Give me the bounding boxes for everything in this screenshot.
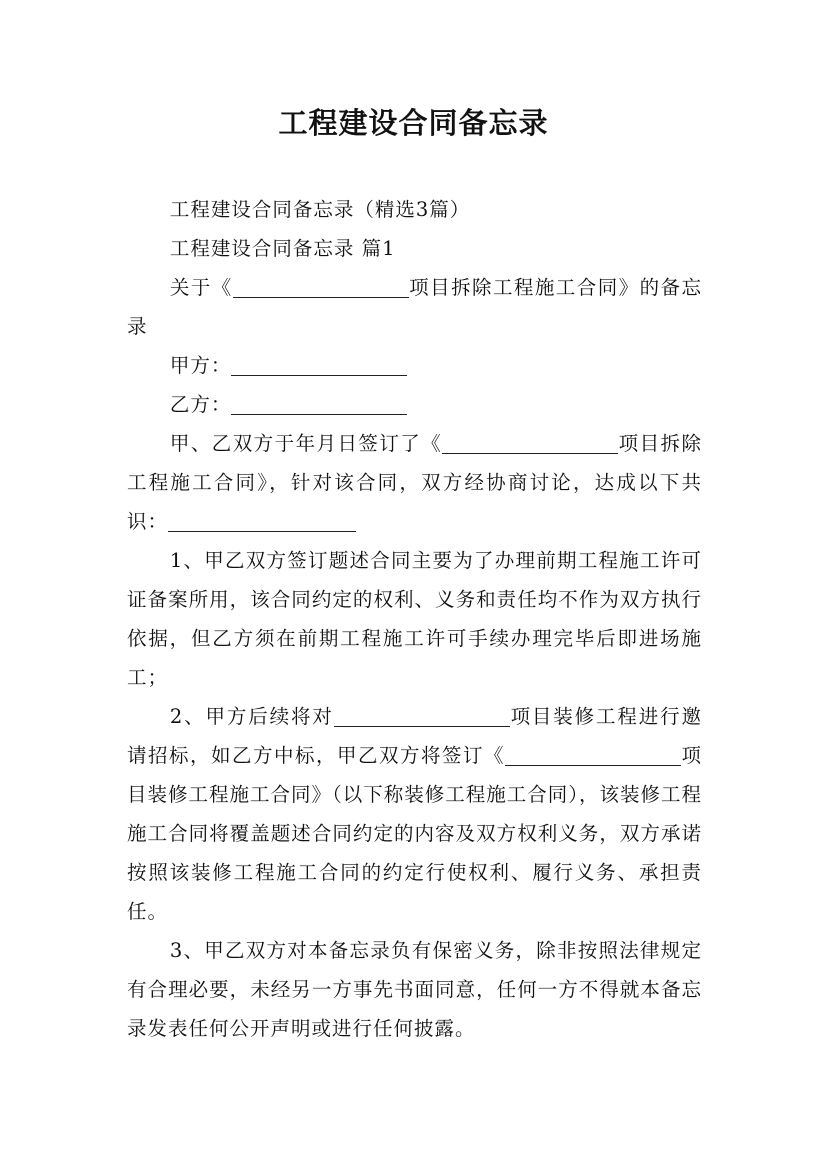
clause-3: 3、甲乙双方对本备忘录负有保密义务，除非按照法律规定有合理必要，未经另一方事先书面同意，任何一方不得就本备忘录发表任何公开声明或进行任何披露。 [127, 939, 702, 1040]
project-name-blank [233, 275, 409, 298]
clause-2 [127, 697, 702, 931]
clause-2-text-3: 项目装修工程施工合同》（以下称装修工程施工合同），该装修工程施工合同将覆盖题述合同约定的内容及双方权利义务，双方承诺按照该装修工程施工合同的约定行使权利、履行义务、承担责任。 [127, 744, 703, 923]
party-b-line [127, 385, 702, 424]
document-title: 工程建设合同备忘录 [278, 106, 549, 140]
intro-paragraph [127, 424, 702, 541]
about-paragraph [127, 268, 702, 346]
clause-2-text-1: 2、甲方后续将对 [169, 705, 334, 728]
subtitle: 工程建设合同备忘录（精选3篇） [169, 198, 471, 221]
party-a-line [127, 346, 702, 385]
about-suffix: 项目拆除工程施工合同》的备忘录 [127, 276, 702, 338]
decoration-project-blank [334, 704, 510, 727]
clause-1: 1、甲乙双方签订题述合同主要为了办理前期工程施工许可证备案所用，该合同约定的权利、义务和责任均不作为双方执行依据，但乙方须在前期工程施工许可手续办理完毕后即进场施工； [127, 549, 702, 689]
clause-2-text-2: 项目装修工程进行邀请招标，如乙方中标，甲乙双方将签订《 [127, 705, 702, 767]
about-prefix: 关于《 [169, 276, 233, 299]
decoration-contract-blank [505, 743, 681, 766]
party-a-label: 甲方： [169, 354, 232, 377]
intro-text-1: 甲、乙双方于年月日签订了《 [169, 432, 443, 455]
intro-project-blank [442, 431, 618, 454]
party-b-label: 乙方： [169, 393, 232, 416]
document-body [127, 190, 702, 1048]
section-heading: 工程建设合同备忘录 篇1 [169, 237, 396, 260]
party-b-blank [231, 392, 407, 415]
party-a-blank [231, 353, 407, 376]
consensus-blank [168, 509, 356, 532]
intro-text-2: 项目拆除工程施工合同》，针对该合同，双方经协商讨论，达成以下共识： [127, 432, 702, 533]
